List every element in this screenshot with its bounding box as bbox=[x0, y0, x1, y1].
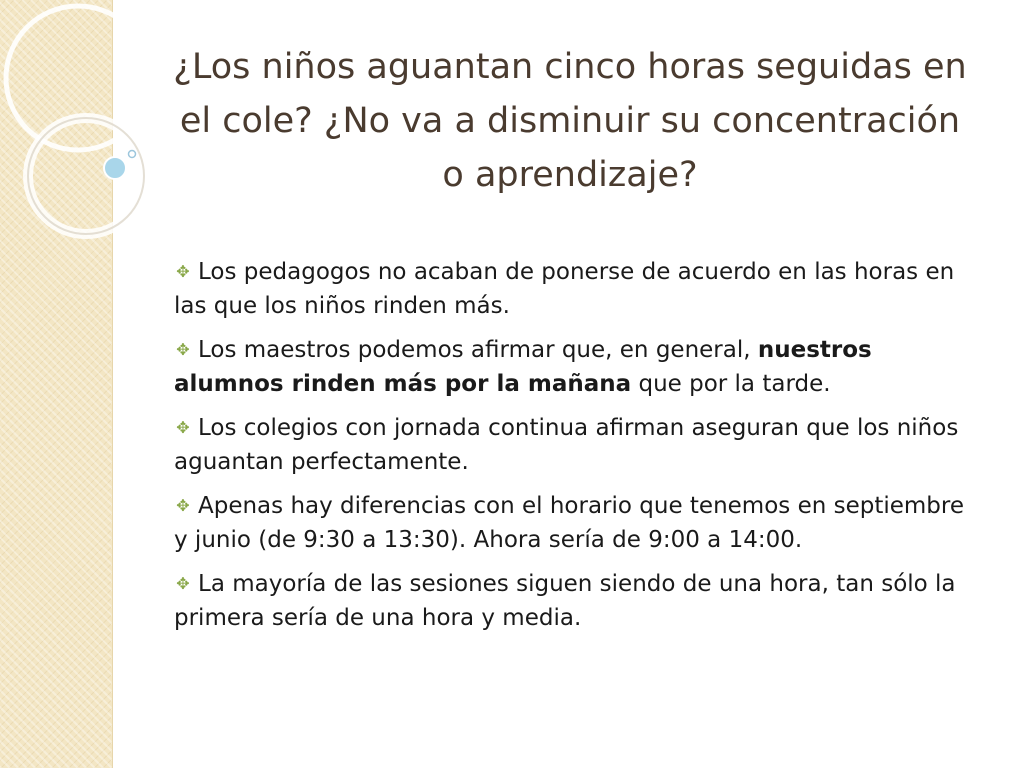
bullet-text: Los pedagogos no acaban de ponerse de acuerdo en las horas en las que los niños rinden más. bbox=[174, 259, 955, 319]
fleuron-bullet-icon: ✥ bbox=[176, 496, 190, 515]
bullet-text: Los maestros podemos afirmar que, en general, bbox=[198, 337, 758, 363]
list-item bbox=[174, 255, 974, 323]
bullet-bold-text: nuestros alumnos rinden más por la mañana bbox=[174, 337, 872, 397]
fleuron-bullet-icon: ✥ bbox=[176, 262, 190, 281]
list-item bbox=[174, 567, 974, 635]
bullet-list bbox=[174, 255, 974, 645]
slide-title: ¿Los niños aguantan cinco horas seguidas en el cole? ¿No va a disminuir su concentración o aprendizaje? bbox=[173, 47, 967, 195]
bullet-text: La mayoría de las sesiones siguen siendo de una hora, tan sólo la primera sería de una hora y media. bbox=[174, 571, 956, 631]
list-item bbox=[174, 489, 974, 557]
fleuron-bullet-icon: ✥ bbox=[176, 418, 190, 437]
fleuron-bullet-icon: ✥ bbox=[176, 574, 190, 593]
bullet-text: que por la tarde. bbox=[631, 371, 831, 397]
decorative-circles bbox=[0, 0, 160, 260]
bullet-text: Apenas hay diferencias con el horario que tenemos en septiembre y junio (de 9:30 a 13:30). Ahora sería de 9:00 a 14:00. bbox=[174, 493, 965, 553]
fleuron-bullet-icon: ✥ bbox=[176, 340, 190, 359]
list-item bbox=[174, 333, 974, 401]
list-item bbox=[174, 411, 974, 479]
bullet-text: Los colegios con jornada continua afirman aseguran que los niños aguantan perfectamente. bbox=[174, 415, 959, 475]
